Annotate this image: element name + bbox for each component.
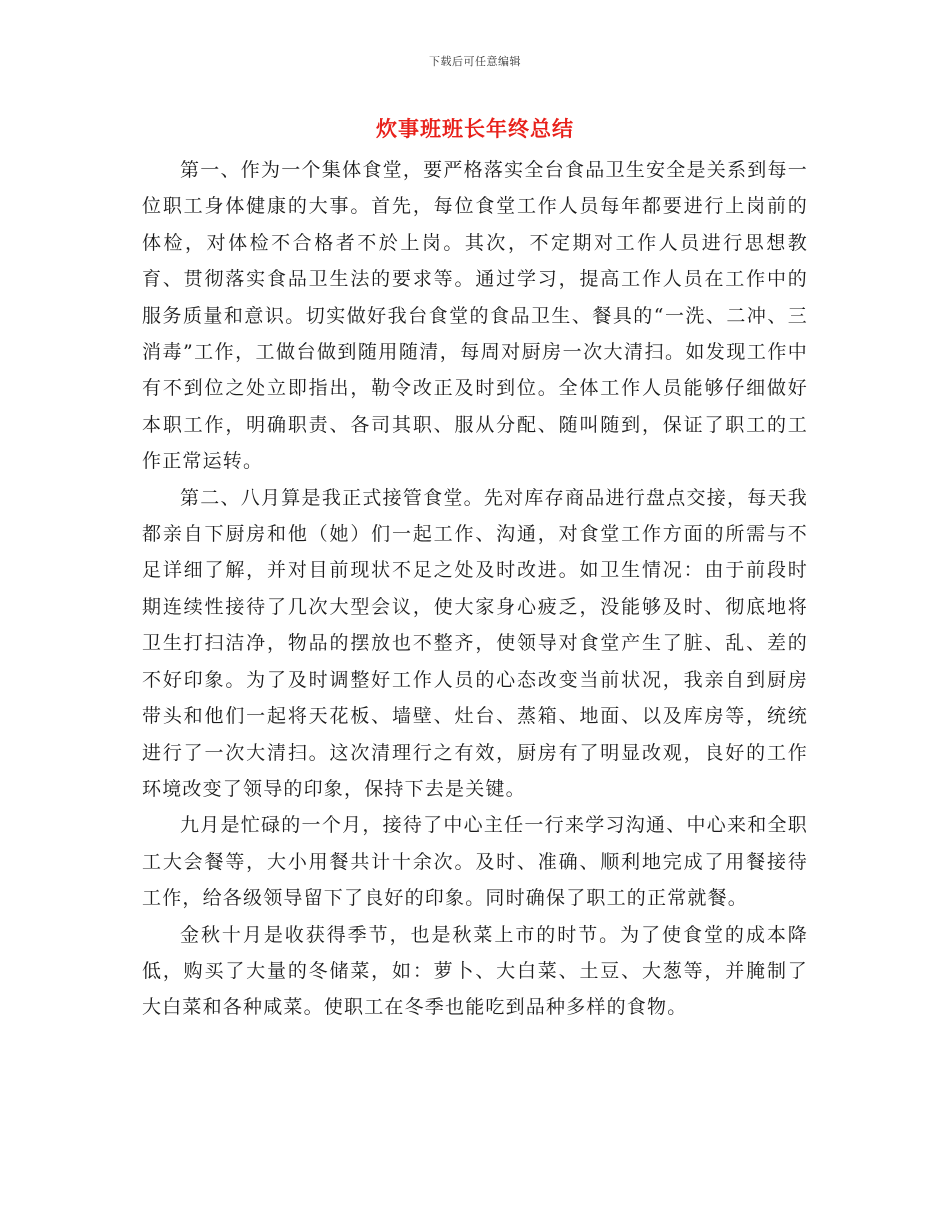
paragraph-1: 第一、作为一个集体食堂，要严格落实全台食品卫生安全是关系到每一位职工身体健康的大事。首先，每位食堂工作人员每年都要进行上岗前的体检，对体检不合格者不於上岗。其次，不定期对工作人员进行思想教育、贯彻落实食品卫生法的要求等。通过学习，提高工作人员在工作中的服务质量和意识。切实做好我台食堂的食品卫生、餐具的“一洗、二冲、三消毒”工作，工做台做到随用随清，每周对厨房一次大清扫。如发现工作中有不到位之处立即指出，勒令改正及时到位。全体工作人员能够仔细做好本职工作，明确职责、各司其职、服从分配、随叫随到，保证了职工的工作正常运转。 <box>142 159 808 473</box>
paragraph-3: 九月是忙碌的一个月，接待了中心主任一行来学习沟通、中心来和全职工大会餐等，大小用餐共计十余次。及时、准确、顺利地完成了用餐接待工作，给各级领导留下了良好的印象。同时确保了职工的正常就餐。 <box>142 814 808 910</box>
paragraph-4: 金秋十月是收获得季节，也是秋菜上市的时节。为了使食堂的成本降低，购买了大量的冬储菜，如：萝卜、大白菜、土豆、大葱等，并腌制了大白菜和各种咸菜。使职工在冬季也能吃到品种多样的食物。 <box>142 923 808 1019</box>
document-body <box>142 152 808 1026</box>
page-header-note: 下载后可任意编辑 <box>429 55 521 68</box>
document-title: 炊事班班长年终总结 <box>376 116 574 141</box>
paragraph-2: 第二、八月算是我正式接管食堂。先对库存商品进行盘点交接，每天我都亲自下厨房和他（她）们一起工作、沟通，对食堂工作方面的所需与不足详细了解，并对目前现状不足之处及时改进。如卫生情况：由于前段时期连续性接待了几次大型会议，使大家身心疲乏，没能够及时、彻底地将卫生打扫洁净，物品的摆放也不整齐，使领导对食堂产生了脏、乱、差的不好印象。为了及时调整好工作人员的心态改变当前状况，我亲自到厨房带头和他们一起将天花板、墙壁、灶台、蒸箱、地面、以及库房等，统统进行了一次大清扫。这次清理行之有效，厨房有了明显改观，良好的工作环境改变了领导的印象，保持下去是关键。 <box>142 486 808 800</box>
